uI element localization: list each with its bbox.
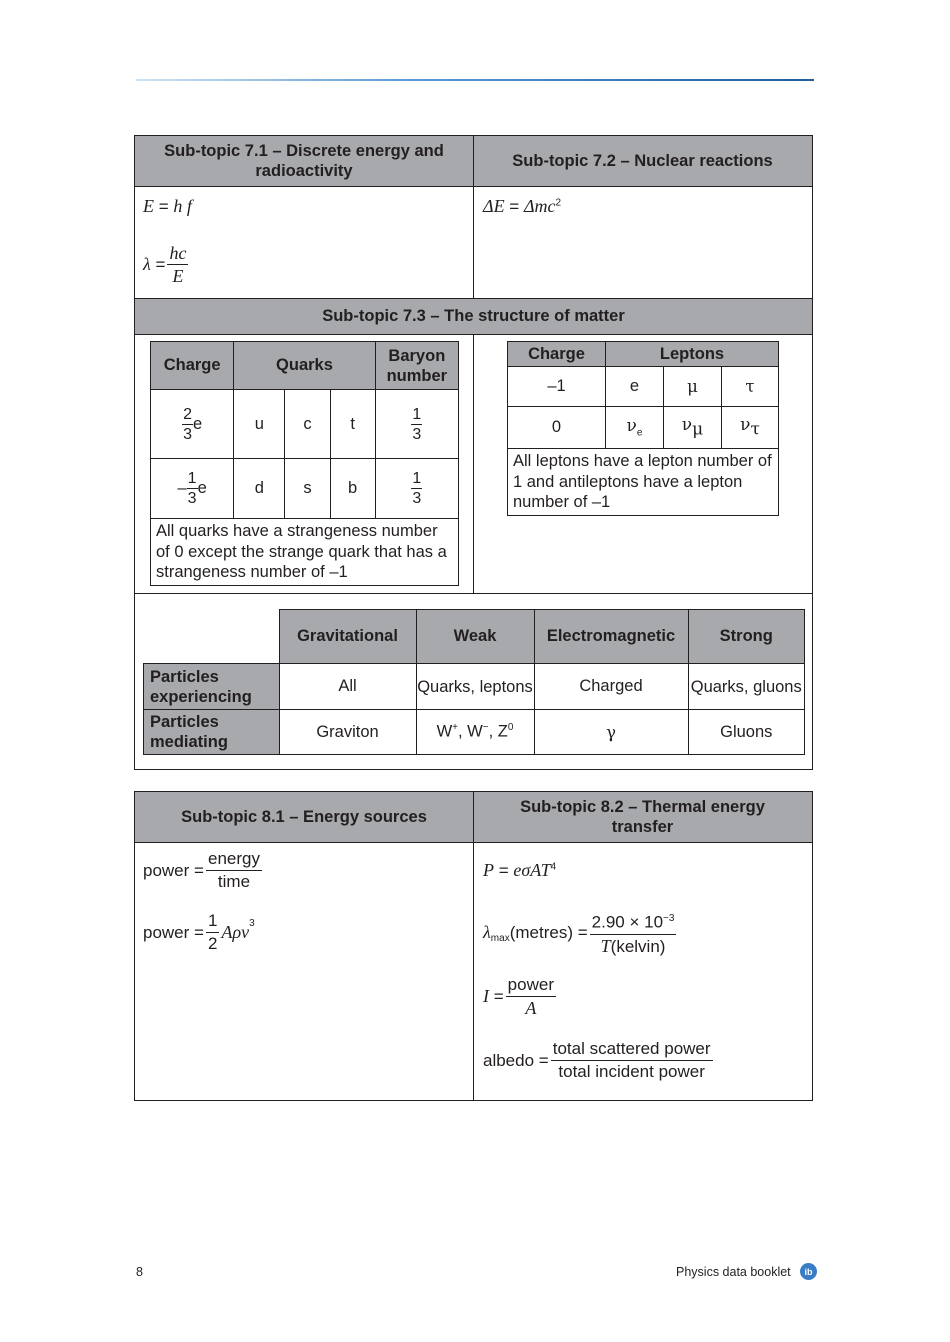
- header-rule: [136, 79, 814, 81]
- st82-eq-stefan-boltzmann: P = eσAT$^4$: [483, 860, 557, 880]
- force-electromagnetic-header: Electromagnetic: [534, 610, 688, 664]
- weak-experiencing: Quarks, leptons: [416, 664, 534, 710]
- leptons-table: [507, 341, 779, 516]
- st72-eq-mass-energy: ΔE = Δmc$^2$: [483, 196, 562, 216]
- st81-eq-wind-power: power = $\frac{1}{2}$ Aρv $^3$: [143, 911, 255, 953]
- strong-mediating: Gluons: [688, 710, 805, 755]
- quark-up: u: [234, 390, 285, 459]
- quark-charge-minus-one-third: – $\frac{1}{3}$ e: [151, 459, 234, 519]
- st81-title: Sub-topic 8.1 – Energy sources: [181, 807, 427, 826]
- quarks-table: [150, 341, 459, 586]
- lepton-charge-zero: 0: [508, 407, 606, 449]
- st71-header: [135, 136, 473, 186]
- lepton-tau: τ: [722, 367, 779, 407]
- force-weak-header: Weak: [416, 610, 534, 664]
- grav-experiencing: All: [279, 664, 416, 710]
- strong-experiencing: Quarks, gluons: [688, 664, 805, 710]
- footer-title: Physics data booklet: [676, 1265, 791, 1279]
- st72-title: Sub-topic 7.2 – Nuclear reactions: [512, 151, 773, 170]
- lepton-charge-minus-one: –1: [508, 367, 606, 407]
- grav-mediating: Graviton: [279, 710, 416, 755]
- baryon-number-header: Baryon number: [375, 342, 458, 390]
- lepton-muon-neutrino: $\nu_\mu$: [664, 407, 722, 449]
- quarks-header: Quarks: [234, 342, 375, 390]
- st73-title: Sub-topic 7.3 – The structure of matter: [322, 307, 625, 325]
- quark-charge-two-thirds: $\frac{2}{3}$ e: [151, 390, 234, 459]
- topic-8-box: [134, 791, 813, 1101]
- st82-title: Sub-topic 8.2 – Thermal energy transfer: [520, 798, 765, 836]
- lepton-electron-neutrino: $\nu_e$: [606, 407, 664, 449]
- particles-experiencing-label: Particles experiencing: [144, 664, 280, 710]
- weak-mediating: W+, W−, $Z^0$: [416, 710, 534, 755]
- force-gravitational-header: Gravitational: [279, 610, 416, 664]
- em-experiencing: Charged: [534, 664, 688, 710]
- st81-header: [135, 792, 473, 842]
- page-number: 8: [136, 1265, 143, 1279]
- lepton-muon: μ: [664, 367, 722, 407]
- st82-eq-wien: λ $_{max}$ (metres) = $\frac{2.90 \times 10^{-3}}{\text{T(kelvin)}}$: [483, 908, 678, 958]
- baryon-number-row2: $\frac{1}{3}$: [375, 459, 458, 519]
- st82-eq-intensity: I = $\frac{\text{power}}{A}$: [483, 975, 554, 1018]
- lepton-tau-neutrino: $\nu_\tau$: [722, 407, 779, 449]
- st71-title: Sub-topic 7.1 – Discrete energy and radioactivity: [164, 142, 444, 180]
- leptons-header: Leptons: [606, 342, 779, 367]
- ib-logo-icon: ib: [800, 1263, 817, 1280]
- particles-mediating-label: Particles mediating: [144, 710, 280, 755]
- forces-table: [143, 609, 805, 755]
- force-strong-header: Strong: [688, 610, 805, 664]
- quark-down: d: [234, 459, 285, 519]
- st71-eq-photon-energy: E = h f: [143, 196, 192, 216]
- st82-header: [473, 792, 812, 842]
- quark-top: t: [330, 390, 375, 459]
- quark-bottom: b: [330, 459, 375, 519]
- lepton-electron: e: [606, 367, 664, 407]
- quark-charm: c: [285, 390, 330, 459]
- topic-7-box: [134, 135, 813, 770]
- st71-eq-wavelength: λ = $\frac{hc}{E}$: [143, 243, 187, 286]
- quark-strange: s: [285, 459, 330, 519]
- st82-eq-albedo: albedo = $\frac{\text{total scattered power}}{\text{total incident power}}$: [483, 1039, 711, 1081]
- baryon-number-row1: $\frac{1}{3}$: [375, 390, 458, 459]
- st81-eq-power: power = $\frac{\text{energy}}{\text{time}}$: [143, 849, 260, 891]
- st73-header: [135, 299, 812, 334]
- em-mediating: γ: [534, 710, 688, 755]
- st72-header: [473, 136, 812, 186]
- quarks-charge-header: Charge: [151, 342, 234, 390]
- leptons-charge-header: Charge: [508, 342, 606, 367]
- quarks-note: All quarks have a strangeness number of 0 except the strange quark that has a strangeness number of –1: [151, 519, 459, 586]
- leptons-note: All leptons have a lepton number of 1 and antileptons have a lepton number of –1: [508, 449, 779, 516]
